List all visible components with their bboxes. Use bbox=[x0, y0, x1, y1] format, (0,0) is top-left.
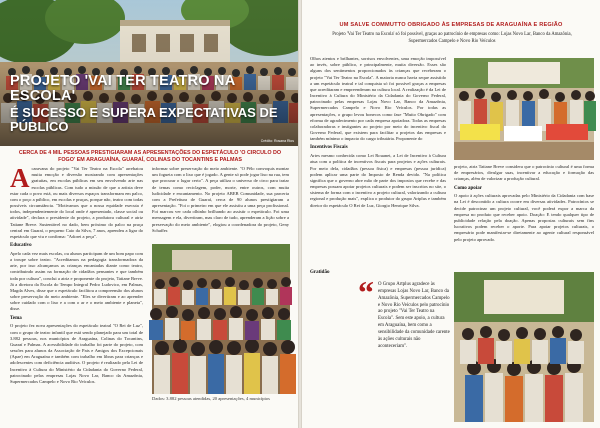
subhead-educativo: Educativo bbox=[10, 243, 32, 249]
paragraph: Apelo cada vez mais escolas, ou alunos participam de um bom papo com a troupe sobre teatro. "Acreditamos na pedagogia transformadora da arte, por isso alcançamos as crianças encantadas diante como teatro, contribuindo assim na formação de cidadãos pensantes e que também toda por cultura", conclui a atriz e proponente do projeto, Tatiane Breve. Já a diretora da Escola do Tempo Integral Pedro Ludovico, em Palmas, Magda Alves, disse que o espetáculo facilitou a compreensão dos alunos sobre preservação do meio ambiente. "Eles se divertiram e ao aprender sobre cuidado com o lixo e a com o ar e o meio ambiente e planeta", disse. bbox=[10, 250, 143, 312]
paragraph: Olhos atentos e brilhantes, sorrisos envolventes, uma emoção impossível ao invés, sobre público, e principalmente, muita diversão. Esses são alguns dos sentimentos proporcionados às crianças que receberam o projeto "Vai Ter Teatro na Escola". A maioria nunca havia seque assistido a um espetáculo teatral e tal conquista só foi possível graças a empresas que acreditaram e empreenderam na cultura local. A realização é da Lei de Incentivo à Cultura do Ministério da Cidadania do Governo Federal, patrocinado pelas empresas Lojas Novo Lar, Banco da Amazônia, Supermercados Campelo e Novo Rio Veículos. Por todas as apresentações, o grupo levou bonecos como fase "Muito Obrigado" com eforma de agradecimento por cada empresa apoiadora. Todas as empresas colaboradoras e instigantes ao projeto por meio do incentivo fiscal do Governo Federal, que existem para facilitar a projetos das empresas e também mínimo o impacto do cargo tributária. Proponente do bbox=[310, 56, 446, 142]
headline-line-1: PROJETO 'VAI TER TEATRO NA ESCOLA' bbox=[10, 73, 235, 105]
right-column-2 bbox=[454, 164, 594, 266]
audience-photo-caption: Dados: 3.882 pessoas atendidas, 20 apresentações, 4 municípios bbox=[152, 396, 270, 401]
paragraph: projeto, atriz Tatiane Breve considera que o patrocínio cultural é uma forma de empresários, divulgar suas, incentivar a educação e formação das crianças, além de valorizar a produção cultural. bbox=[454, 164, 594, 182]
subhead-gratidao: Gratidão bbox=[310, 270, 330, 275]
quote-mark: “ bbox=[358, 274, 374, 310]
paragraph: O apoio à ações culturais aprovadas pelo Ministério da Cidadania com base na Lei é descontido a cultura ocorre em diversas atividades. Patrocínios se decide patrocinar um projeto cultural, você poderá expor a marca da empresa no produto que receber apoio. Doação: E tendo qualquer tipo de publicidade relação pela doação. Apenas propostas culturais sem fins lucrativos podem receber o aporte. Para apoiar projetos culturais, o empresário pode manifestar-se diretamente ao agente cultural responsável pelo projeto aprovado. bbox=[454, 193, 594, 242]
paragraph: Artes mesmo conhecida como Lei Rouanet, a Lei de Incentivo à Cultura atua com a política de incentivos fiscais para projetos e ações culturais. Por meio dela, cidadãos (pessoa física) e empresas (pessoa jurídica) podem aplicar uma parte do Imposto de Renda devido. "Na política significa que o governo abre mão de parte dos impostos que recebe e das empresas possam apoiar projetos culturais e podem ser inscritos no site, o sistema de forma com o incentivo a projeto cultural, valorizando a cultura regional e produção mais", explica o produtor do grupo Artplus e também diretor do espetáculo O Rei de Luz, Giorgio Henrique Silva. bbox=[310, 153, 446, 208]
right-page-header: UM SALVE COMMUTTO OBRIGADO ÀS EMPRESAS DE ARAGUAÍNA E REGIÃO bbox=[339, 22, 563, 28]
left-column-1 bbox=[10, 163, 143, 424]
paragraph: O projeto fez nova apresentações do espetáculo teatral "O Rei de Luz", com o grupo de teatro infantil que está sendo planejado para um total de 3.882 pessoas, nos municípios de Araguaína, Colinas do Tocantins, Guaraí e Palmas. A acessibilidade do trabalho foi parte do projeto, com sessões para alunos da Associação de Pais e Amigos dos Excepcionais (Apae) em Araguaína e também com trabalho em libras para crianças e adolescentes com deficiência auditiva. O projeto é realizado pela Lei de Incentivo à Cultura do Ministério da Cidadania do Governo Federal, patrocinado pelas empresas Lojas Novo Lar, Banco da Amazônia, Supermercados Campelo e Novo Rio Veículos. bbox=[10, 323, 143, 384]
hero-photo bbox=[0, 0, 298, 146]
subhead-como-apoiar: Como apoiar bbox=[454, 185, 482, 191]
students-banner-photo bbox=[454, 58, 594, 160]
subhead-tema: Tema bbox=[10, 315, 22, 321]
photo-credit: Crédito: Rosana Rios bbox=[260, 139, 294, 143]
quote-text: O Grupo Artplus agradece às empresas Lojas Novo Lar, Banco da Amazônia, Supermercados Campelo e Novo Rio Veículos pelo patrocínio ao projeto "Vai Ter Teatro na Escola". Sem este apoio, a cultura em Araguaína, bem como a sensibilidade da comunidade carente às ações culturais não aconteceriam". bbox=[378, 282, 450, 349]
team-photo bbox=[454, 272, 594, 422]
right-page-lead: Projeto 'Vai Ter Teatro na Escola' só foi possível, graças ao patrocínio de empresas como: Lojas Novo Lar, Banco da Amazônia, Supermercados Campelo e Novo Rio Veículos bbox=[332, 32, 572, 44]
drop-cap: A bbox=[10, 163, 30, 193]
article-deck: CERCA DE 4 MIL PESSOAS PRESTIGIARAM AS APRESENTAÇÕES DO ESPETÁCULO 'O CIRCULO DO FOGO' EM ARAGUAÍNA, GUARAÍ, COLINAS DO TOCANTINS E PALMAS bbox=[18, 150, 282, 164]
headline bbox=[10, 74, 290, 134]
subhead-incentivos-fiscais: Incentivos Fiscais bbox=[310, 145, 348, 151]
paragraph: caravana do projeto "Vai Ter Teatro na Escola" arrebatou muita emoção e diversão mostrando com apresentações gratuitas, em escolas públicas em seu envolvendo arte nas escolas públicas. Com tudo a missão de que a artista deve estar cada o povo está, ou mais diversos espaços transformam em palco, com o poço a público, em escolas e praças, porque não, teatro com todas possíveis circunstância. "Motivamos que a nossa equidade executa é todos, independentemente do local onde é apresentado, classe social ou atividade", declara o presidente do projeto, a produtora cultural e atriz Tatiane Breve. Sustentável no dado, bem próximo do palco na praça central em Guaraí, o pequeno Caio da Silva, 7 anos, aprendeu a ligar do espetáculo que viu e confirma: "Adorei a peça". bbox=[10, 166, 143, 239]
right-page bbox=[302, 0, 600, 428]
left-column-2 bbox=[152, 166, 289, 238]
paragraph: informar sobre preservação do meio ambiente. "O Pêlo convoquis montar um fogueta com o lixo que é jogado. A gente só pode jogar lixo na rua, tem que procurar o lugar certo". A peça utiliza o universo de circo para tratar de temas como reciclagem, poder, morte, entre outros, com muita ludicidade e encantamento. No projeto ABEB Comunidade, sua parceria com a Prefeitura de Guaraí, cerca de 90 alunos prestigiaram a apresentação. "Foi o primeiro em que ele assistiu a uma peça profissional. Foi marcou ver cada olhinho brilhando ao assistir o espetáculo. Foi uma mensagem e ela, divertiram, mas claro de tudo, aprenderam a lição sobre a preservação do meio ambiente", elogiou a coordenadora do projeto, Geny Schaffer. bbox=[152, 166, 289, 233]
left-page bbox=[0, 0, 298, 428]
team-photo-illustration bbox=[454, 272, 594, 422]
students-banner-illustration bbox=[454, 58, 594, 160]
pull-quote bbox=[358, 274, 450, 424]
headline-line-2: É SUCESSO E SUPERA EXPECTATIVAS DE PÚBLICO bbox=[10, 105, 278, 135]
audience-photo bbox=[152, 244, 290, 394]
audience-photo-illustration bbox=[152, 244, 290, 394]
